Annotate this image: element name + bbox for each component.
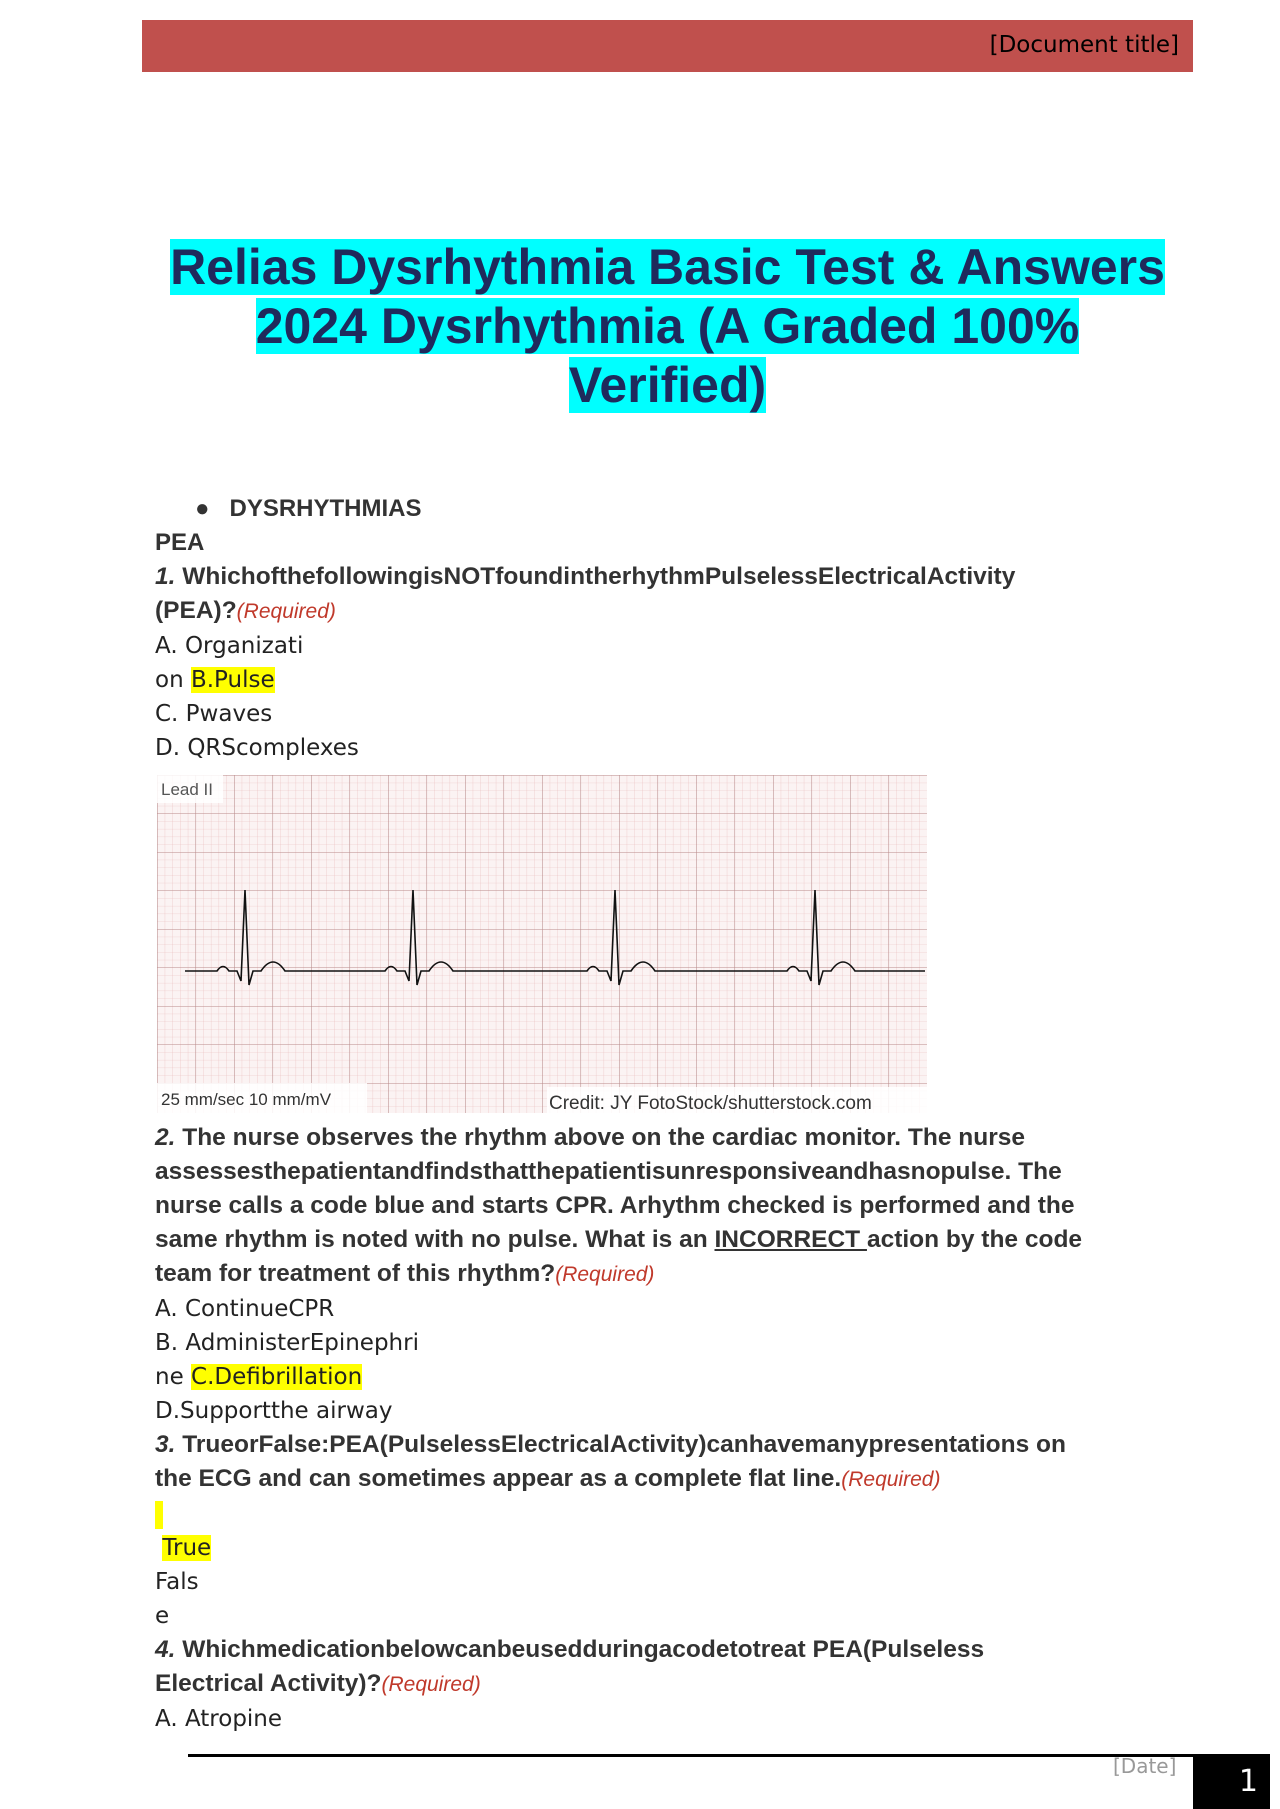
q2-required: (Required) xyxy=(555,1263,655,1286)
q4-text-1: Whichmedicationbelowcanbeusedduringacodetotreat PEA(Pulseless xyxy=(175,1636,985,1663)
ecg-scale-label: 25 mm/sec 10 mm/mV xyxy=(161,1090,332,1109)
q3-required: (Required) xyxy=(841,1468,941,1491)
ecg-strip-image xyxy=(157,775,927,1113)
q4-line1 xyxy=(155,1633,1155,1667)
q3-option-false-1: Fals xyxy=(155,1569,199,1595)
q1-text-2: (PEA)? xyxy=(155,597,237,624)
q3-option-true xyxy=(155,1531,1155,1565)
title-line-3: Verified) xyxy=(568,357,767,413)
q3-text-1: TrueorFalse:PEA(PulselessElectricalActivity)canhavemanypresentations on xyxy=(175,1431,1066,1458)
q1-option-c: C. Pwaves xyxy=(155,701,273,727)
q1-line2 xyxy=(155,594,1155,629)
q2-option-b-wrap: ne xyxy=(155,1364,192,1390)
q4-text-2: Electrical Activity)? xyxy=(155,1670,382,1697)
q3-number: 3. xyxy=(155,1431,176,1458)
ecg-grid xyxy=(157,775,927,1113)
q2-text-4b: action by the code xyxy=(866,1226,1083,1253)
page-number: 1 xyxy=(1193,1754,1270,1809)
q1-text-1: WhichofthefollowingisNOTfoundintherhythmPulselessElectricalActivity xyxy=(175,563,1016,590)
title-line-2: 2024 Dysrhythmia (A Graded 100% xyxy=(255,298,1080,354)
ecg-credit: Credit: JY FotoStock/shutterstock.com xyxy=(549,1093,872,1113)
q3-option-true-answer: True xyxy=(162,1535,212,1561)
q1-required: (Required) xyxy=(236,600,336,623)
title-line-1: Relias Dysrhythmia Basic Test & Answers xyxy=(170,239,1165,295)
q1-option-a-wrap: on xyxy=(155,667,191,693)
q2-option-c-answer: C.Defibrillation xyxy=(191,1364,363,1390)
section-bullet-text: DYSRHYTHMIAS xyxy=(229,495,422,522)
q2-text-4a: same rhythm is noted with no pulse. What is an xyxy=(155,1226,715,1253)
q1-option-a: A. Organizati xyxy=(155,633,304,659)
q2-number: 2. xyxy=(155,1124,176,1151)
q1-option-d: D. QRScomplexes xyxy=(155,735,359,761)
q3-option-false-2: e xyxy=(155,1603,170,1629)
q2-line3: nurse calls a code blue and starts CPR. Arhythm checked is performed and the xyxy=(155,1192,1075,1219)
q1-option-a-cont xyxy=(155,663,1155,697)
footer-rule xyxy=(188,1754,1193,1757)
page-title xyxy=(140,238,1195,415)
q4-line2 xyxy=(155,1667,1155,1702)
q4-option-a: A. Atropine xyxy=(155,1706,283,1732)
highlight-marker xyxy=(155,1501,163,1529)
q2-incorrect-underlined: INCORRECT xyxy=(714,1226,867,1253)
document-body xyxy=(155,492,1155,1736)
q4-required: (Required) xyxy=(381,1673,481,1696)
q3-line2 xyxy=(155,1462,1155,1497)
q2-text-1: The nurse observes the rhythm above on the cardiac monitor. The nurse xyxy=(175,1124,1025,1151)
header-bar xyxy=(142,20,1193,72)
section-bullet: ● DYSRHYTHMIAS xyxy=(195,495,422,522)
q2-line5 xyxy=(155,1257,1155,1292)
q2-line1 xyxy=(155,1121,1155,1155)
q2-line2: assessesthepatientandfindsthatthepatientisunresponsiveandhasnopulse. The xyxy=(155,1158,1062,1185)
footer-date: [Date] xyxy=(1113,1754,1177,1778)
document-title-header: [Document title] xyxy=(989,32,1179,58)
q2-option-a: A. ContinueCPR xyxy=(155,1296,335,1322)
section-name: PEA xyxy=(155,529,205,556)
q2-option-b: B. AdministerEpinephri xyxy=(155,1330,419,1356)
q4-number: 4. xyxy=(155,1636,176,1663)
q1-line1 xyxy=(155,560,1155,594)
q3-line1 xyxy=(155,1428,1155,1462)
ecg-lead-label: Lead II xyxy=(161,780,213,799)
q3-text-2: the ECG and can sometimes appear as a complete flat line. xyxy=(155,1465,842,1492)
q2-line4 xyxy=(155,1223,1155,1257)
q2-option-d: D.Supportthe airway xyxy=(155,1398,393,1424)
q2-option-b-cont xyxy=(155,1360,1155,1394)
q1-option-b-answer: B.Pulse xyxy=(190,667,275,693)
q3-highlight-marker-row xyxy=(155,1497,1155,1531)
q2-text-5: team for treatment of this rhythm? xyxy=(155,1260,556,1287)
q1-number: 1. xyxy=(155,563,176,590)
